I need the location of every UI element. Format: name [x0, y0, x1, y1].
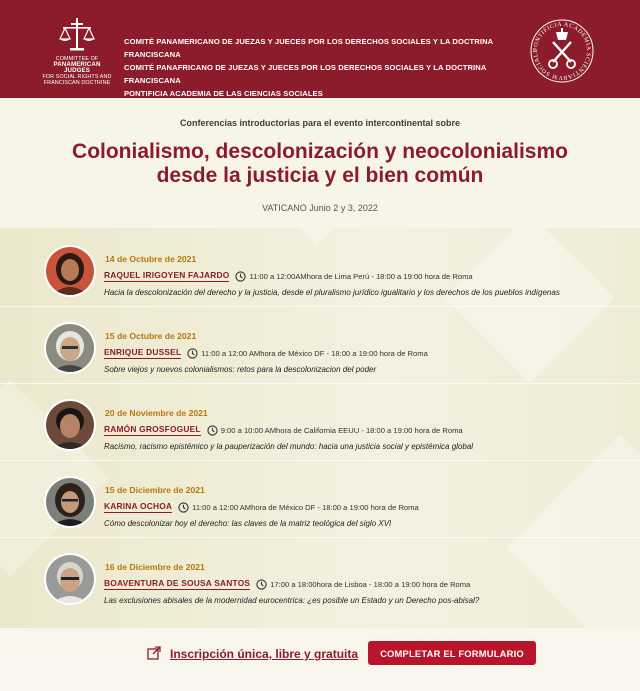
conference-date: 20 de Noviembre de 2021 [105, 408, 208, 418]
speaker-name: RAQUEL IRIGOYEN FAJARDO [104, 270, 230, 280]
conference-time-detail: hora de Lisboa - 18:00 a 19:00 hora de Roma [316, 579, 471, 589]
conference-time-detail: hora de Lima Perú - 18:00 a 19:00 hora de Roma [306, 271, 473, 281]
conference-item [0, 465, 640, 538]
talk-title: Hacia la descolonización del derecho y la justicia, desde el pluralismo jurídico igualitario y los derechos de los pueblos indígenas [104, 288, 560, 297]
event-date-location: VATICANO Junio 2 y 3, 2022 [262, 203, 378, 213]
event-intro [0, 98, 640, 228]
event-title: Colonialismo, descolonización y neocolonialismo desde la justicia y el bien común [72, 140, 568, 187]
header-banner [0, 0, 640, 98]
conference-time-detail: hora de México DF - 18:00 a 19:00 hora de Roma [260, 348, 428, 358]
talk-title: Sobre viejos y nuevos colonialismos: retos para la descolonizacion del poder [104, 365, 377, 374]
talk-title: Cómo descolonizar hoy el derecho: las claves de la matriz teológica del siglo XVI [104, 519, 392, 528]
clock-icon [207, 425, 218, 436]
organizer-line: PONTIFICIA ACADEMIA DE LAS CIENCIAS SOCIALES [124, 89, 323, 98]
conference-date: 15 de Octubre de 2021 [105, 331, 197, 341]
committee-logo-caption: COMMITTEE OF PANAMERICAN JUDGES FOR SOCIAL RIGHTS AND FRANCISCAN DOCTRINE [42, 56, 112, 86]
conference-time-detail: hora de México DF - 18:00 a 19:00 hora de Roma [251, 502, 419, 512]
scales-of-justice-icon [57, 14, 97, 54]
organizer-line: COMITÉ PANAFRICANO DE JUEZAS Y JUECES POR LOS DERECHOS SOCIALES Y LA DOCTRINA FRANCISCANA [124, 63, 487, 85]
conference-date: 16 de Diciembre de 2021 [105, 562, 205, 572]
conference-time: 11:00 a 12:00 AM [192, 502, 252, 512]
organizer-line: COMITÉ PANAMERICANO DE JUEZAS Y JUECES POR LOS DERECHOS SOCIALES Y LA DOCTRINA FRANCISCANA [124, 37, 493, 59]
event-subtitle: Conferencias introductorias para el evento intercontinental sobre [179, 118, 461, 128]
committee-logo [42, 14, 112, 86]
academy-seal [529, 18, 595, 84]
talk-title: Racismo, racismo epistémico y la pauperización del mundo: hacia una justicia social y epistémica global [104, 442, 474, 451]
speaker-name: RAMÓN GROSFOGUEL [104, 424, 201, 434]
seal-text: PONTIFICIA ACADEMIA SCIENTIARVM SOCIALI [532, 21, 592, 81]
speaker-photo [46, 478, 94, 526]
clock-icon [187, 348, 198, 359]
clock-icon [235, 271, 246, 282]
speaker-name: ENRIQUE DUSSEL [104, 347, 182, 357]
conference-date: 15 de Diciembre de 2021 [105, 485, 205, 495]
speaker-photo [46, 555, 94, 603]
clock-icon [178, 502, 189, 513]
clock-icon [256, 579, 267, 590]
speaker-photo [46, 401, 94, 449]
talk-title: Las exclusiones abisales de la modernidad eurocentrica: ¿es posible un Estado y un Derecho pos-abisal? [104, 596, 480, 605]
conference-time: 17:00 a 18:00 [270, 579, 317, 589]
conference-time: 11:00 a 12:00AM [249, 271, 307, 281]
conference-item [0, 542, 640, 614]
conference-time-detail: hora de California EEUU - 18:00 a 19:00 hora de Roma [276, 425, 463, 435]
conference-time: 11:00 a 12:00 AM [201, 348, 261, 358]
conference-schedule [0, 228, 640, 628]
speaker-photo [46, 247, 94, 295]
conference-item [0, 388, 640, 461]
complete-form-button[interactable]: COMPLETAR EL FORMULARIO [368, 641, 536, 665]
registration-footer [0, 628, 640, 691]
organizer-list [124, 35, 524, 100]
section-divider-arrow [300, 228, 334, 245]
speaker-name: KARINA OCHOA [104, 501, 173, 511]
registration-link[interactable]: Inscripción única, libre y gratuita [170, 647, 359, 661]
conference-date: 14 de Octubre de 2021 [105, 254, 197, 264]
speaker-name: BOAVENTURA DE SOUSA SANTOS [104, 578, 251, 588]
conference-time: 9:00 a 10:00 AM [220, 425, 277, 435]
external-link-icon [147, 646, 161, 660]
papal-keys-icon [529, 18, 595, 84]
speaker-photo [46, 324, 94, 372]
conference-item [0, 311, 640, 384]
